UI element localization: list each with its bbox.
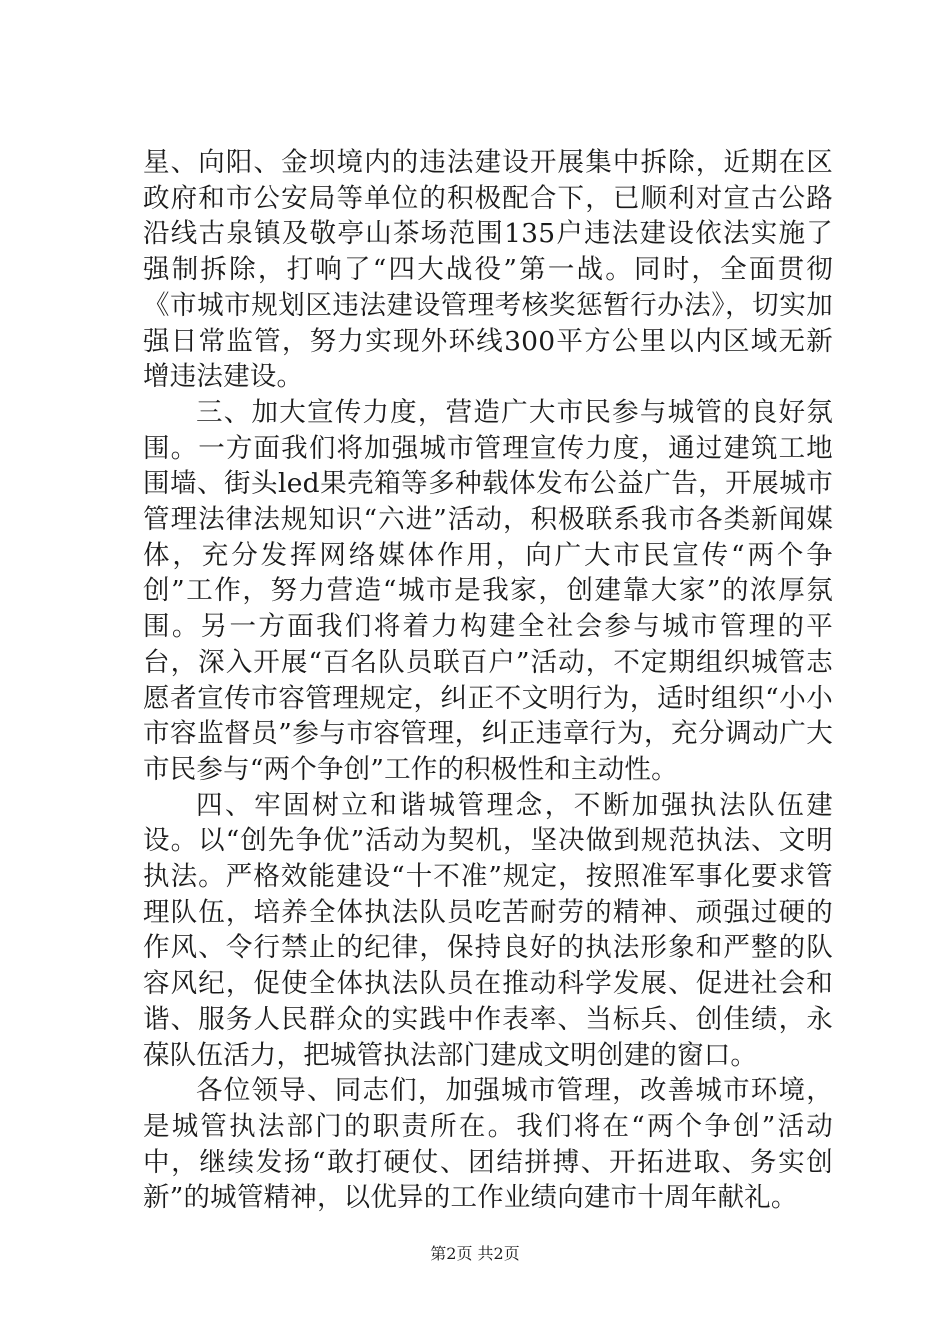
- paragraph-publicity: 三、加大宣传力度，营造广大市民参与城管的良好氛围。一方面我们将加强城市管理宣传力度，通过建筑工地围墙、街头led果壳箱等多种载体发布公益广告，开展城市管理法律法规知识“六进”活动，积极联系我市各类新闻媒体，充分发挥网络媒体作用，向广大市民宣传“两个争创”工作，努力营造“城市是我家，创建靠大家”的浓厚氛围。另一方面我们将着力构建全社会参与城市管理的平台，深入开展“百名队员联百户”活动，不定期组织城管志愿者宣传市容管理规定，纠正不文明行为，适时组织“小小市容监督员”参与市容管理，纠正违章行为，充分调动广大市民参与“两个争创”工作的积极性和主动性。: [143, 396, 833, 785]
- page-footer: [0, 1244, 950, 1264]
- paragraph-continuation: 星、向阳、金坝境内的违法建设开展集中拆除，近期在区政府和市公安局等单位的积极配合下，已顺利对宣古公路沿线古泉镇及敬亭山茶场范围135户违法建设依法实施了强制拆除，打响了“四大战役”第一战。同时，全面贯彻《市城市规划区违法建设管理考核奖惩暂行办法》，切实加强日常监管，努力实现外环线300平方公里以内区域无新增违法建设。: [143, 147, 833, 393]
- paragraph-team-building: 四、牢固树立和谐城管理念，不断加强执法队伍建设。以“创先争优”活动为契机，坚决做到规范执法、文明执法。严格效能建设“十不准”规定，按照准军事化要求管理队伍，培养全体执法队员吃苦耐劳的精神、顽强过硬的作风、令行禁止的纪律，保持良好的执法形象和严整的队容风纪，促使全体执法队员在推动科学发展、促进社会和谐、服务人民群众的实践中作表率、当标兵、创佳绩，永葆队伍活力，把城管执法部门建成文明创建的窗口。: [143, 789, 833, 1071]
- document-body: [143, 145, 833, 1216]
- paragraph-closing: 各位领导、同志们，加强城市管理，改善城市环境，是城管执法部门的职责所在。我们将在“两个争创”活动中，继续发扬“敢打硬仗、团结拼搏、开拓进取、务实创新”的城管精神，以优异的工作业绩向建市十周年献礼。: [143, 1075, 833, 1214]
- page-number-label: 第2页 共2页: [430, 1244, 520, 1263]
